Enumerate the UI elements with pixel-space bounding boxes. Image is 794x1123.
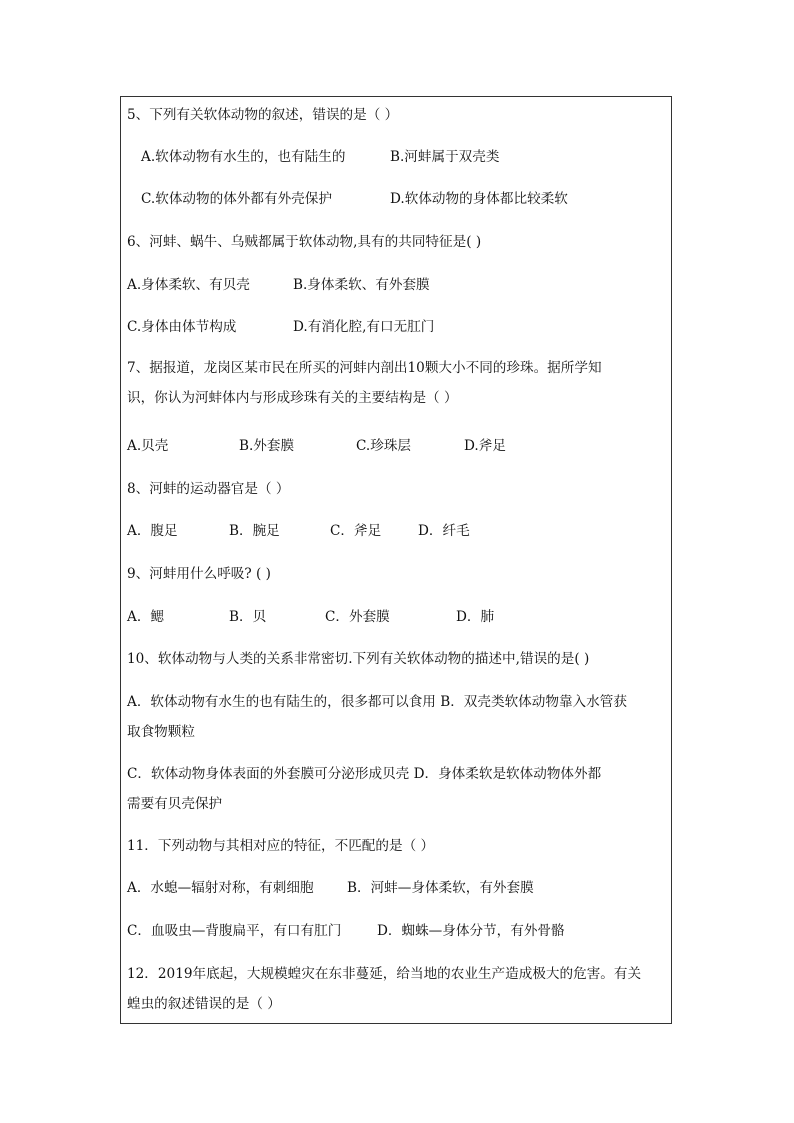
question-9-option-b: B．贝 bbox=[229, 609, 267, 625]
question-7-option-a: A.贝壳 bbox=[127, 438, 169, 454]
question-5-text: 5、下列有关软体动物的叙述，错误的是（ ） bbox=[127, 107, 399, 123]
question-6-option-b: B.身体柔软、有外套膜 bbox=[293, 277, 430, 293]
question-11-option-d: D．蜘蛛—身体分节，有外骨骼 bbox=[377, 923, 565, 939]
question-6-option-c: C.身体由体节构成 bbox=[127, 319, 237, 335]
question-12-stem-line1 bbox=[127, 959, 672, 989]
question-8-option-a: A．腹足 bbox=[127, 523, 178, 539]
question-7-option-d: D.斧足 bbox=[464, 438, 506, 454]
question-8-option-b: B．腕足 bbox=[229, 523, 280, 539]
question-6-option-a: A.身体柔软、有贝壳 bbox=[127, 277, 250, 293]
question-10-options-cd-line2 bbox=[127, 789, 672, 819]
question-5-stem bbox=[127, 100, 672, 130]
question-10-option-ab-line2: 取食物颗粒 bbox=[127, 724, 195, 740]
question-5-option-b: B.河蚌属于双壳类 bbox=[390, 149, 500, 165]
question-10-options-ab-line1 bbox=[127, 687, 672, 717]
question-10-option-ab-line1: A．软体动物有水生的也有陆生的，很多都可以食用 B．双壳类软体动物靠入水管获 bbox=[127, 694, 627, 710]
question-8-option-c: C．斧足 bbox=[330, 523, 382, 539]
question-8-option-d: D．纤毛 bbox=[418, 523, 470, 539]
question-5-option-d: D.软体动物的身体都比较柔软 bbox=[390, 191, 568, 207]
question-6-text: 6、河蚌、蜗牛、乌贼都属于软体动物,具有的共同特征是( ) bbox=[127, 234, 482, 250]
question-11-option-a: A．水螅—辐射对称，有刺细胞 bbox=[127, 880, 314, 896]
question-10-option-cd-line2: 需要有贝壳保护 bbox=[127, 796, 223, 812]
question-10-option-cd-line1: C．软体动物身体表面的外套膜可分泌形成贝壳 D．身体柔软是软体动物体外都 bbox=[127, 766, 602, 782]
question-11-option-c: C．血吸虫—背腹扁平，有口有肛门 bbox=[127, 923, 342, 939]
question-7-text-line2: 识，你认为河蚌体内与形成珍珠有关的主要结构是（ ） bbox=[127, 390, 458, 406]
question-5-option-c: C.软体动物的体外都有外壳保护 bbox=[141, 191, 332, 207]
question-6-option-d: D.有消化腔,有口无肛门 bbox=[293, 319, 435, 335]
question-8-text: 8、河蚌的运动器官是（ ） bbox=[127, 481, 290, 497]
question-12-text-line1: 12．2019年底起，大规模蝗灾在东非蔓延，给当地的农业生产造成极大的危害。有关 bbox=[127, 966, 642, 982]
question-8-stem bbox=[127, 474, 672, 504]
question-10-options-cd-line1 bbox=[127, 759, 672, 789]
question-7-stem-line1 bbox=[127, 353, 672, 383]
question-9-text: 9、河蚌用什么呼吸? ( ) bbox=[127, 566, 271, 582]
question-12-text-line2: 蝗虫的叙述错误的是（ ） bbox=[127, 996, 281, 1012]
question-7-text-line1: 7、据报道，龙岗区某市民在所买的河蚌内剖出10颗大小不同的珍珠。据所学知 bbox=[127, 360, 602, 376]
question-11-option-b: B．河蚌—身体柔软，有外套膜 bbox=[347, 880, 534, 896]
question-9-option-c: C．外套膜 bbox=[325, 609, 390, 625]
question-6-stem bbox=[127, 227, 672, 257]
question-11-text: 11．下列动物与其相对应的特征，不匹配的是（ ） bbox=[127, 838, 435, 854]
question-10-stem bbox=[127, 644, 672, 674]
question-7-option-b: B.外套膜 bbox=[239, 438, 295, 454]
question-9-stem bbox=[127, 559, 672, 589]
question-5-option-a: A.软体动物有水生的，也有陆生的 bbox=[141, 149, 346, 165]
question-11-stem bbox=[127, 831, 672, 861]
question-10-text: 10、软体动物与人类的关系非常密切.下列有关软体动物的描述中,错误的是( ) bbox=[127, 651, 590, 667]
question-7-stem-line2 bbox=[127, 383, 672, 413]
question-9-option-d: D．肺 bbox=[456, 609, 495, 625]
question-12-stem-line2 bbox=[127, 989, 672, 1019]
question-9-option-a: A．鳃 bbox=[127, 609, 165, 625]
question-10-options-ab-line2 bbox=[127, 717, 672, 747]
question-7-option-c: C.珍珠层 bbox=[356, 438, 412, 454]
